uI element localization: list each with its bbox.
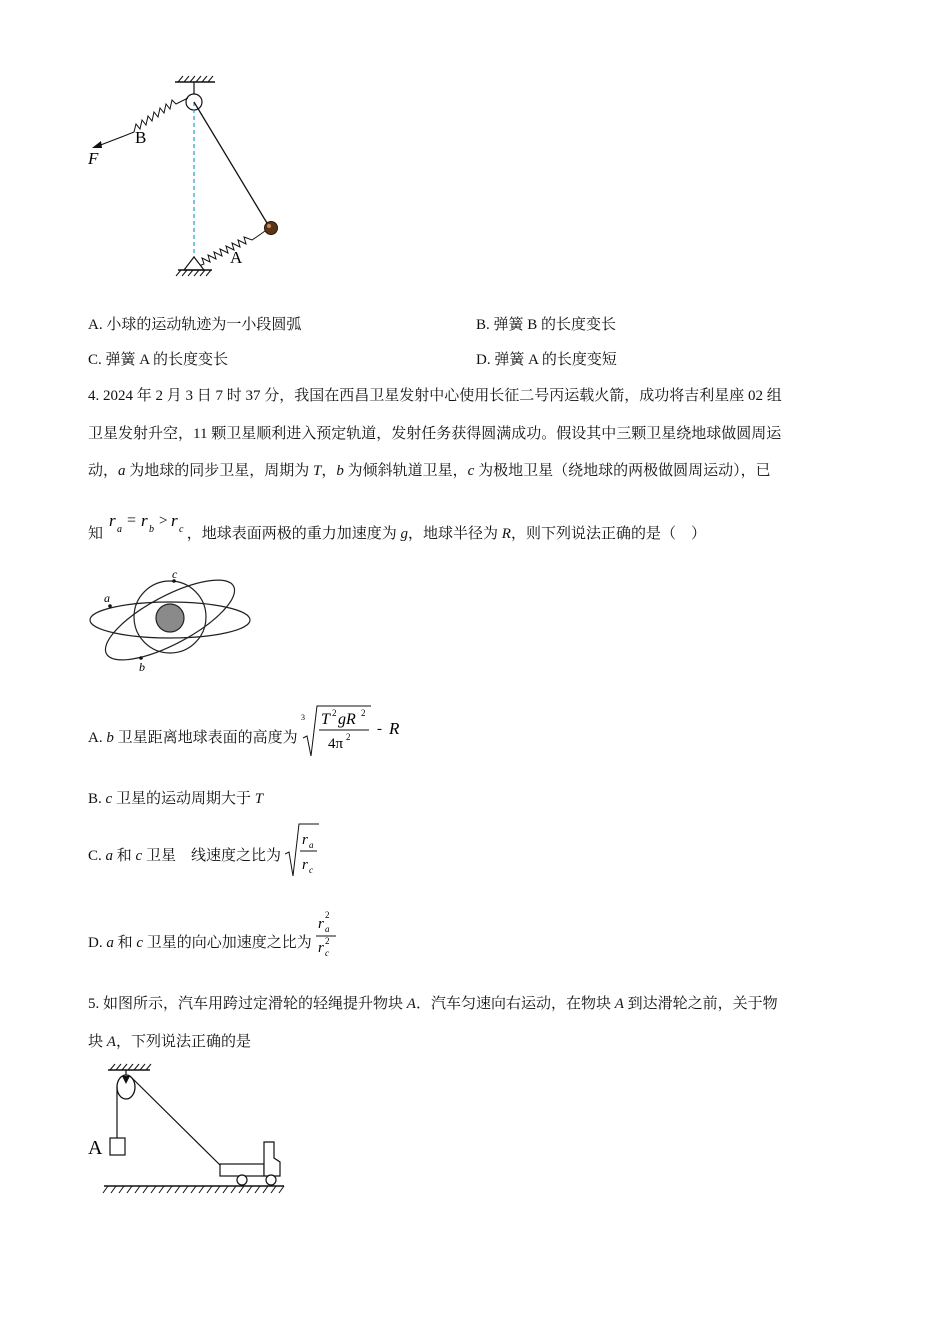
q4-stem-line-4: 知 r a = r b > r c ，地球表面两极的重力加速度为 g，地球半径为 R，则下列说法正确的是（ ） [88, 516, 706, 546]
svg-text:r: r [301, 857, 308, 873]
orbit-a-label: a [104, 591, 110, 605]
svg-text:2: 2 [361, 708, 366, 718]
svg-text:r: r [140, 511, 148, 530]
force-label: F [88, 149, 99, 168]
q3-option-b[interactable]: B. 弹簧 B 的长度变长 [476, 317, 617, 333]
spring-b-label: B [135, 128, 147, 147]
orbit-figure [86, 566, 256, 678]
svg-text:T: T [321, 711, 331, 728]
spring-pendulum-figure [80, 74, 290, 284]
svg-text:gR: gR [338, 711, 357, 728]
q5-stem-line-1: 5. 如图所示，汽车用跨过定滑轮的轻绳提升物块 A．汽车匀速向右运动，在物块 A 到达滑轮之前，关于物 [88, 996, 778, 1012]
option-a-formula [301, 700, 411, 760]
q4-stem-line-3: 动，a 为地球的同步卫星，周期为 T，b 为倾斜轨道卫星，c 为极地卫星（绕地球的两极做圆周运动），已 [88, 463, 771, 479]
svg-text:-: - [377, 721, 383, 737]
svg-text:a: a [308, 840, 314, 850]
q5-stem-line-2: 块 A，下列说法正确的是 [88, 1034, 251, 1050]
option-c-formula [285, 820, 321, 880]
truck-pulley-figure [86, 1062, 290, 1198]
spring-a-label: A [230, 248, 243, 267]
svg-text:2: 2 [324, 936, 330, 946]
svg-text:R: R [389, 719, 400, 738]
svg-text:a: a [116, 524, 122, 535]
q3-option-d[interactable]: D. 弹簧 A 的长度变短 [476, 352, 617, 368]
svg-text:r: r [301, 832, 308, 848]
orbit-b-label: b [139, 660, 145, 674]
q3-option-a[interactable]: A. 小球的运动轨迹为一小段圆弧 [88, 317, 302, 333]
q3-option-c[interactable]: C. 弹簧 A 的长度变长 [88, 352, 229, 368]
svg-text:c: c [178, 524, 184, 535]
svg-text:a: a [324, 924, 330, 934]
svg-text:c: c [324, 948, 329, 958]
q4-stem-line-2: 卫星发射升空，11 颗卫星顺利进入预定轨道，发射任务获得圆满成功。假设其中三颗卫星绕地球做圆周运 [88, 426, 782, 442]
orbit-c-label: c [172, 567, 178, 581]
svg-text:c: c [308, 865, 313, 875]
svg-text:r: r [170, 511, 178, 530]
svg-text:r: r [317, 916, 324, 932]
svg-text:2: 2 [324, 910, 330, 920]
svg-text:r: r [317, 940, 324, 956]
svg-text:=: = [126, 512, 136, 529]
q4-option-b[interactable]: B. c 卫星的运动周期大于 T [88, 791, 264, 807]
svg-text:r: r [108, 511, 116, 530]
svg-text:b: b [148, 524, 154, 535]
svg-text:2: 2 [332, 708, 337, 718]
svg-text:3: 3 [301, 713, 306, 722]
q4-stem-line-1: 4. 2024 年 2 月 3 日 7 时 37 分，我国在西昌卫星发射中心使用长征二号丙运载火箭，成功将吉利星座 02 组 [88, 388, 782, 404]
radius-relation-formula [107, 508, 187, 538]
svg-text:4π: 4π [328, 736, 344, 752]
q4-option-c[interactable]: C. a 和 c 卫星 线速度之比为 r a r c [88, 820, 321, 880]
svg-text:>: > [158, 513, 168, 529]
q4-option-d[interactable]: D. a 和 c 卫星的向心加速度之比为 r 2 a r 2 c [88, 906, 342, 966]
svg-text:2: 2 [346, 732, 351, 742]
block-a-label: A [88, 1137, 103, 1159]
option-d-formula [316, 906, 342, 966]
q4-option-a[interactable]: A. b 卫星距离地球表面的高度为 3 T 2 gR 2 4π 2 - R [88, 700, 411, 760]
